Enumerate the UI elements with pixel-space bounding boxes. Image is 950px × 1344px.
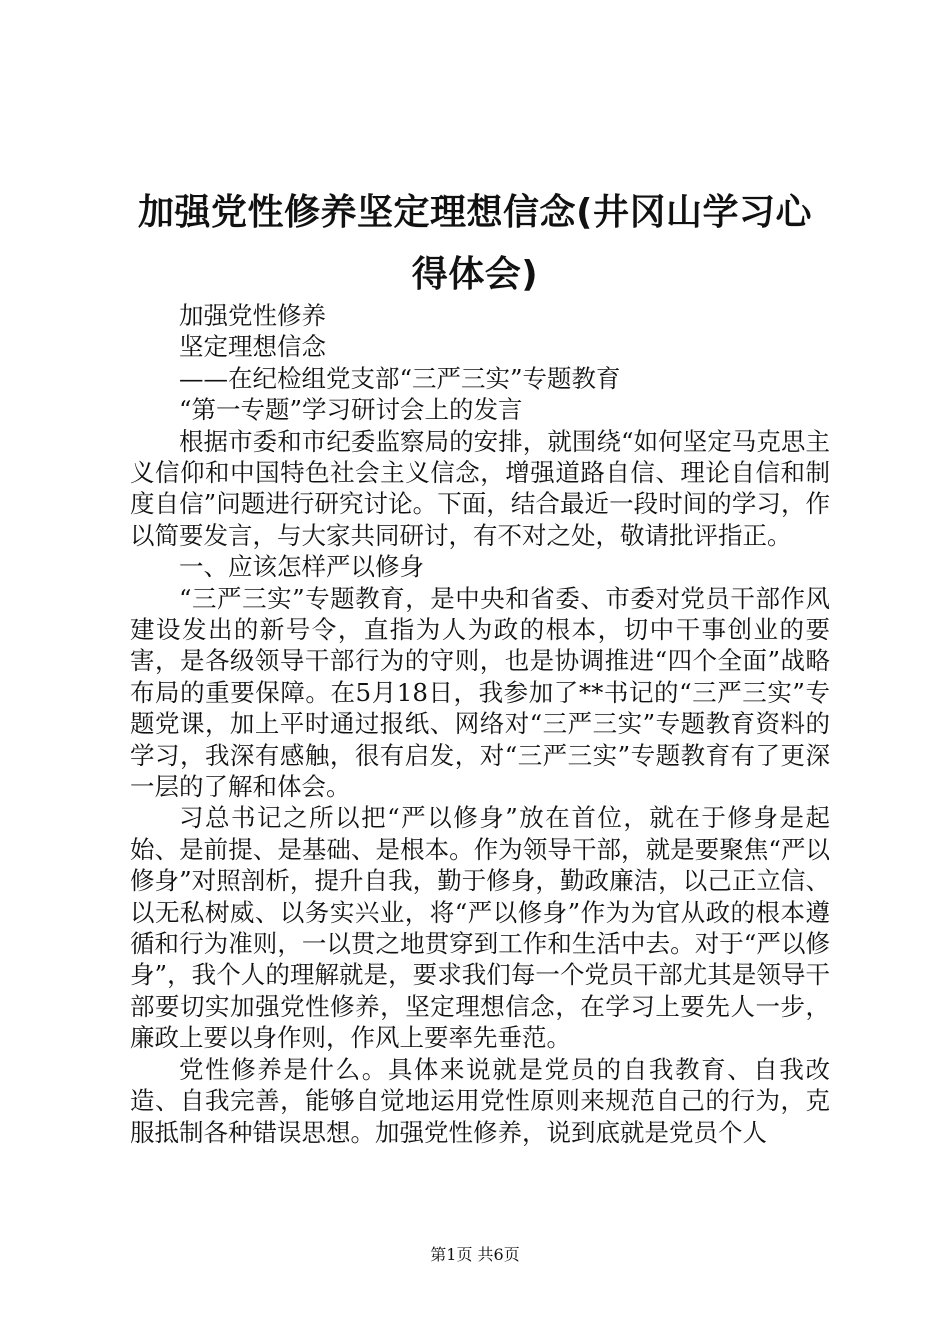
heading-line-3: ——在纪检组党支部“三严三实”专题教育 (179, 363, 621, 393)
document-title: 加强党性修养坚定理想信念(井冈山学习心得体会) (138, 192, 812, 295)
paragraph-three-stricts: “三严三实”专题教育，是中央和省委、市委对党员干部作风建设发出的新号令，直指为人为政的根本，切中干事创业的要害，是各级领导干部行为的守则，也是协调推进“四个全面”战略布局的重要保障。在5月18日，我参加了**书记的“三严三实”专题党课，加上平时通过报纸、网络对“三严三实”专题教育资料的学习，我深有感触，很有启发，对“三严三实”专题教育有了更深一层的了解和体会。 (130, 583, 830, 802)
paragraph-self-cultivation: 习总书记之所以把“严以修身”放在首位，就在于修身是起始、是前提、是基础、是根本。作为领导干部，就是要聚焦“严以修身”对照剖析，提升自我，勤于修身，勤政廉洁，以己正立信、以无私树威、以务实兴业，将“严以修身”作为为官从政的根本遵循和行为准则，一以贯之地贯穿到工作和生活中去。对于“严以修身”，我个人的理解就是，要求我们每一个党员干部尤其是领导干部要切实加强党性修养，坚定理想信念，在学习上要先人一步，廉政上要以身作则，作风上要率先垂范。 (130, 803, 830, 1053)
heading-line-4: “第一专题”学习研讨会上的发言 (179, 395, 523, 425)
heading-line-1: 加强党性修养 (179, 301, 326, 330)
section-heading-1: 一、应该怎样严以修身 (179, 552, 424, 582)
page-number-footer: 第1页 共6页 (430, 1245, 520, 1264)
heading-line-2: 坚定理想信念 (179, 332, 326, 362)
document-body (130, 300, 830, 1148)
paragraph-intro: 根据市委和市纪委监察局的安排，就围绕“如何坚定马克思主义信仰和中国特色社会主义信念，增强道路自信、理论自信和制度自信”问题进行研究讨论。下面，结合最近一段时间的学习，作以简要发言，与大家共同研讨，有不对之处，敬请批评指正。 (130, 426, 830, 550)
paragraph-party-spirit: 党性修养是什么。具体来说就是党员的自我教育、自我改造、自我完善，能够自觉地运用党性原则来规范自己的行为，克服抵制各种错误思想。加强党性修养，说到底就是党员个人 (130, 1054, 830, 1147)
